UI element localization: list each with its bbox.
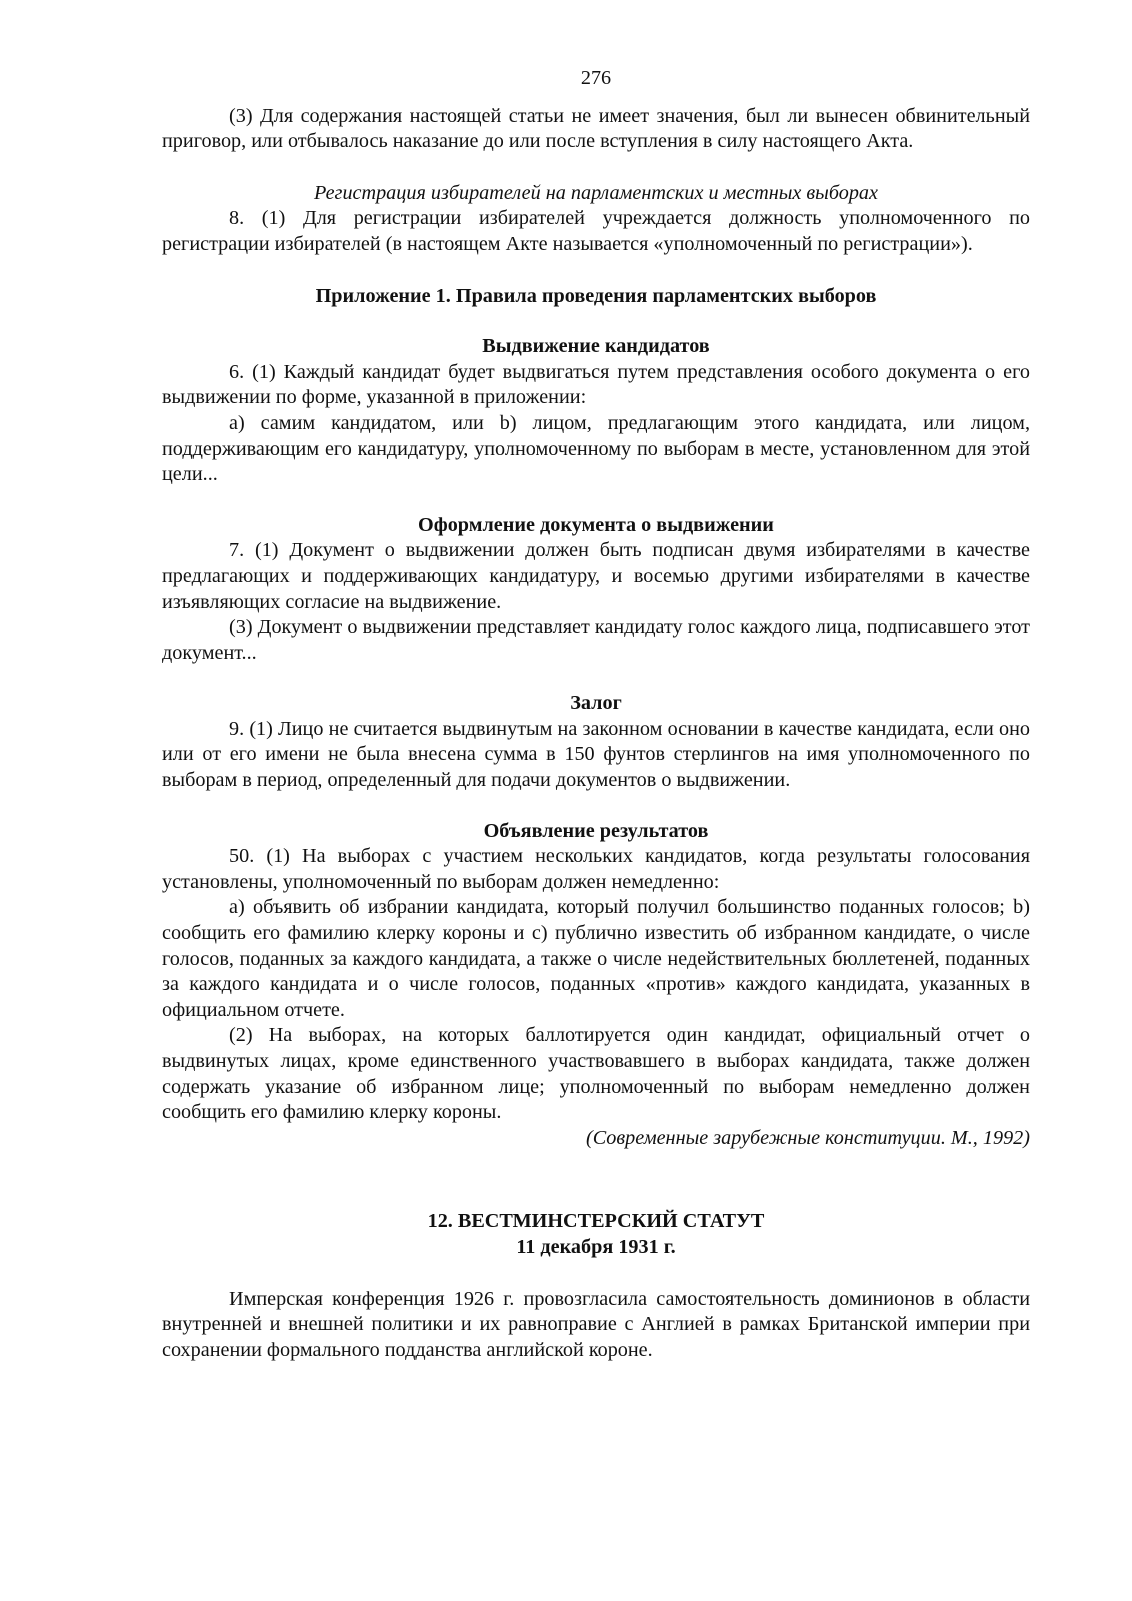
nomination-heading: Выдвижение кандидатов	[482, 335, 710, 358]
paragraph-nomination-document-1: 7. (1) Документ о выдвижении должен быть подписан двумя избирателями в качестве предлагающих и поддерживающих кандидатуру, и восемью другими избирателями в качестве изъявляющих согласие на выдвижение.	[162, 539, 1030, 613]
paragraph-results-3: (2) На выборах, на которых баллотируется один кандидат, официальный отчет о выдвинутых лицах, кроме единственного участвовавшего в выборах кандидата, также должен содержать указание об избранном лице; уполномоченный по выборам немедленно должен сообщить его фамилию клерку короны.	[162, 1024, 1030, 1124]
paragraph-registration: 8. (1) Для регистрации избирателей учреждается должность уполномоченного по регистрации избирателей (в настоящем Акте называется «уполномоченный по регистрации»).	[162, 207, 1030, 255]
paragraph-results-1: 50. (1) На выборах с участием нескольких кандидатов, когда результаты голосования установлены, уполномоченный по выборам должен немедленно:	[162, 845, 1030, 893]
deposit-heading: Залог	[570, 692, 622, 715]
document-page	[162, 66, 1030, 1363]
results-heading: Объявление результатов	[483, 819, 709, 842]
paragraph-nomination-document-2: (3) Документ о выдвижении представляет кандидату голос каждого лица, подписавшего этот документ...	[162, 616, 1030, 664]
paragraph-nomination-2: а) самим кандидатом, или b) лицом, предлагающим этого кандидата, или лицом, поддерживающим его кандидатуру, уполномоченному по выборам в месте, установленном для этой цели...	[162, 411, 1030, 486]
registration-heading: Регистрация избирателей на парламентских и местных выборах	[314, 181, 878, 204]
paragraph-article-conviction: (3) Для содержания настоящей статьи не имеет значения, был ли вынесен обвинительный приговор, или отбывалось наказание до или после вступления в силу настоящего Акта.	[162, 104, 1030, 153]
source-citation: (Современные зарубежные конституции. М., 1992)	[585, 1126, 1030, 1149]
page-number: 276	[580, 67, 612, 89]
paragraph-results-2: а) объявить об избрании кандидата, который получил большинство поданных голосов; b) сообщить его фамилию клерку короны и с) публично известить об избранном кандидате, о числе голосов, поданных за каждого кандидата, а также о числе недействительных бюллетеней, поданных за каждого кандидата и о числе голосов, поданных «против» каждого кандидата, указанных в официальном отчете.	[162, 896, 1030, 1021]
section-date: 11 декабря 1931 г.	[516, 1235, 676, 1258]
nomination-document-heading: Оформление документа о выдвижении	[418, 513, 774, 536]
appendix-heading: Приложение 1. Правила проведения парламентских выборов	[315, 284, 877, 307]
paragraph-deposit: 9. (1) Лицо не считается выдвинутым на законном основании в качестве кандидата, если оно или от его имени не была внесена сумма в 150 фунтов стерлингов на имя уполномоченного по выборам в период, определенный для подачи документов о выдвижении.	[162, 717, 1030, 792]
paragraph-nomination-1: 6. (1) Каждый кандидат будет выдвигаться путем представления особого документа о его выдвижении по форме, указанной в приложении:	[162, 360, 1030, 409]
paragraph-section-intro: Имперская конференция 1926 г. провозгласила самостоятельность доминионов в области внутренней и внешней политики и их равноправие с Англией в рамках Британской империи при сохранении формального подданства английской короне.	[162, 1287, 1030, 1361]
section-title: 12. ВЕСТМИНСТЕРСКИЙ СТАТУТ	[427, 1210, 765, 1233]
